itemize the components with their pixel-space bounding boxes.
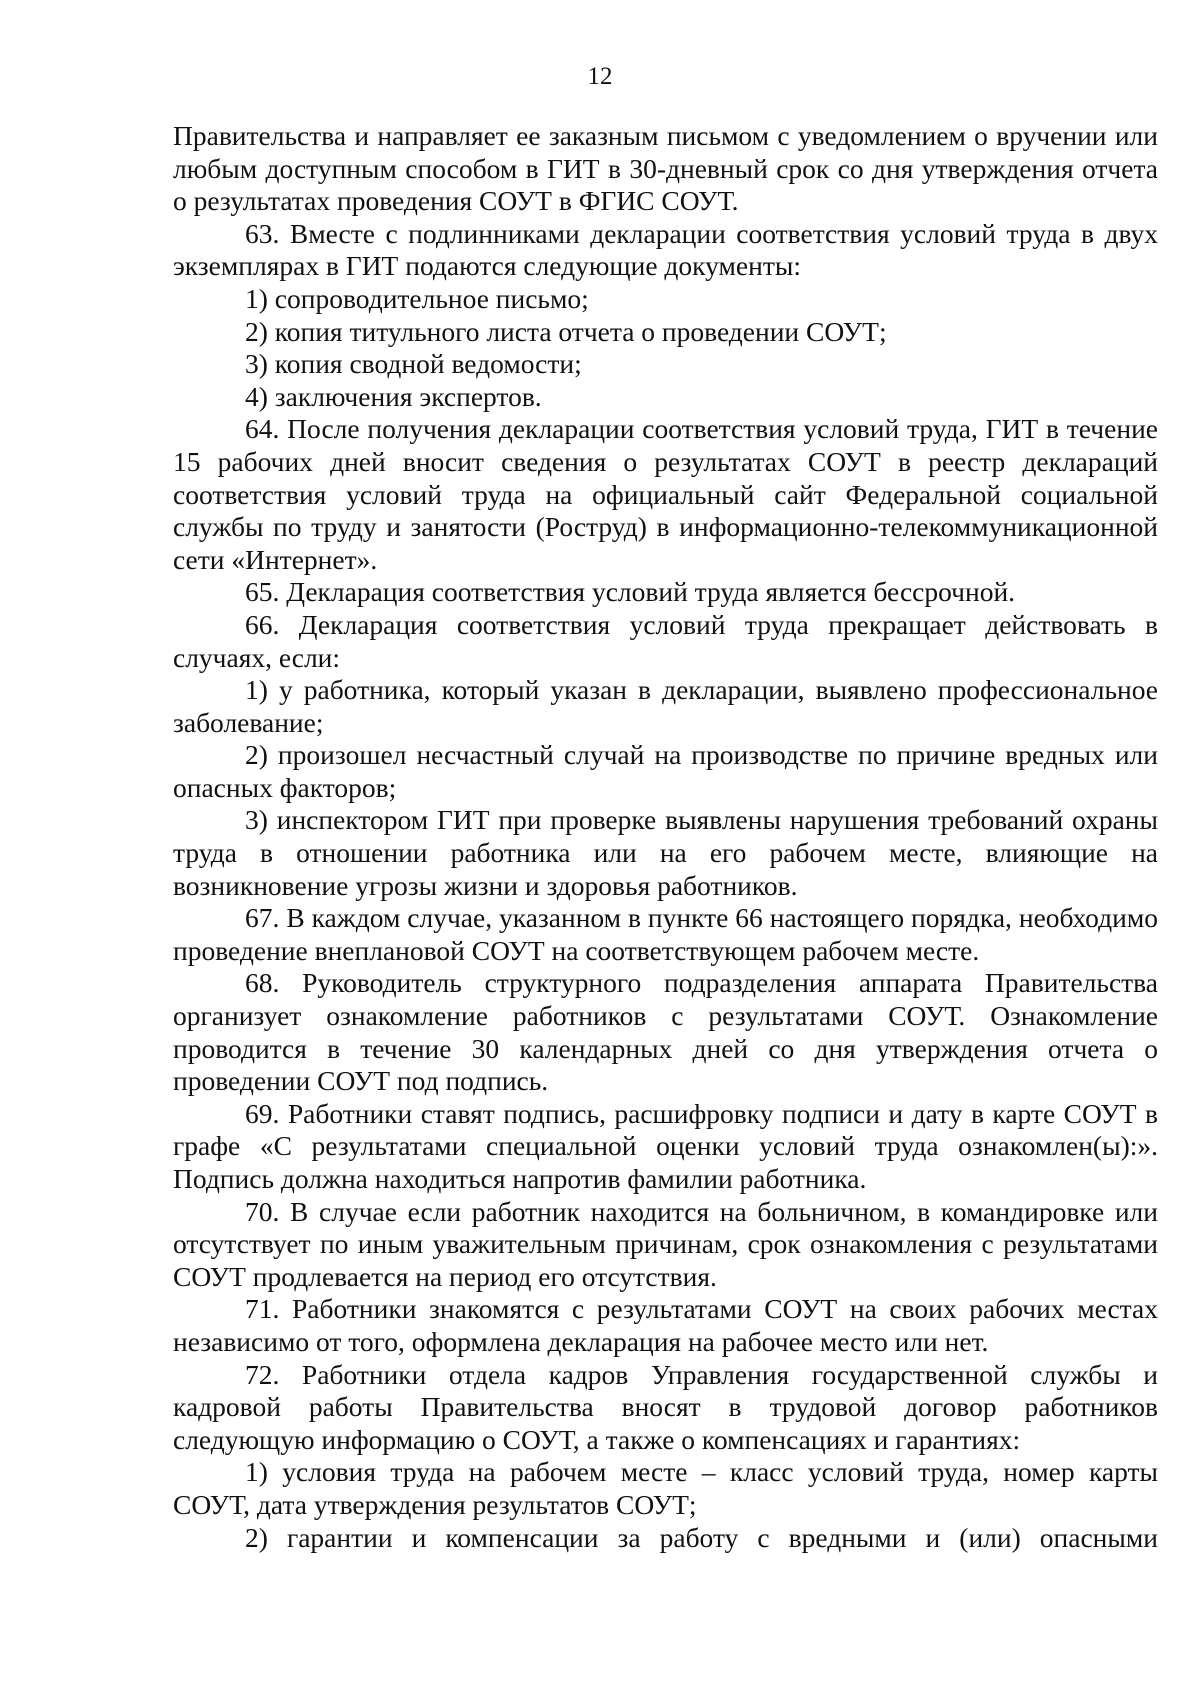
paragraph-68: 68. Руководитель структурного подразделения аппарата Правительства организует ознакомление работников с результатами СОУТ. Ознакомление проводится в течение 30 календарных дней со дня утверждения отчета о проведении СОУТ под подпись. bbox=[173, 967, 1158, 1097]
page-number: 12 bbox=[587, 63, 613, 90]
list-item-72-2: 2) гарантии и компенсации за работу с вредными и (или) опасными bbox=[245, 1521, 1158, 1553]
paragraph-64: 64. После получения декларации соответствия условий труда, ГИТ в течение 15 рабочих дней вносит сведения о результатах СОУТ в реестр деклараций соответствия условий труда на официальный сайт Федеральной социальной службы по труду и занятости (Роструд) в информационно-телекоммуникационной сети «Интернет». bbox=[173, 413, 1158, 575]
list-item-63-4: 4) заключения экспертов. bbox=[245, 380, 542, 412]
paragraph-continuation: Правительства и направляет ее заказным письмом с уведомлением о вручении или любым доступным способом в ГИТ в 30-дневный срок со дня утверждения отчета о результатах проведения СОУТ в ФГИС СОУТ. bbox=[173, 120, 1158, 217]
paragraph-65: 65. Декларация соответствия условий труда является бессрочной. bbox=[245, 576, 1016, 608]
list-item-72-1: 1) условия труда на рабочем месте – класс условий труда, номер карты СОУТ, дата утверждения результатов СОУТ; bbox=[173, 1456, 1158, 1520]
paragraph-72: 72. Работники отдела кадров Управления государственной службы и кадровой работы Правительства вносят в трудовой договор работников следующую информацию о СОУТ, а также о компенсациях и гарантиях: bbox=[173, 1358, 1158, 1455]
paragraph-69: 69. Работники ставят подпись, расшифровку подписи и дату в карте СОУТ в графе «С результатами специальной оценки условий труда ознакомлен(ы):». Подпись должна находиться напротив фамилии работника. bbox=[173, 1097, 1158, 1194]
paragraph-63: 63. Вместе с подлинниками декларации соответствия условий труда в двух экземплярах в ГИТ подаются следующие документы: bbox=[173, 217, 1158, 282]
list-item-66-1: 1) у работника, который указан в декларации, выявлено профессиональное заболевание; bbox=[173, 674, 1158, 738]
paragraph-66: 66. Декларация соответствия условий труда прекращает действовать в случаях, если: bbox=[173, 608, 1158, 673]
list-item-66-3: 3) инспектором ГИТ при проверке выявлены нарушения требований охраны труда в отношении работника или на его рабочем месте, влияющие на возникновение угрозы жизни и здоровья работников. bbox=[173, 804, 1158, 901]
document-body bbox=[173, 120, 1158, 1554]
list-item-63-2: 2) копия титульного листа отчета о проведении СОУТ; bbox=[245, 315, 887, 347]
paragraph-70: 70. В случае если работник находится на больничном, в командировке или отсутствует по иным уважительным причинам, срок ознакомления с результатами СОУТ продлевается на период его отсутствия. bbox=[173, 1195, 1158, 1292]
paragraph-67: 67. В каждом случае, указанном в пункте 66 настоящего порядка, необходимо проведение внеплановой СОУТ на соответствующем рабочем месте. bbox=[173, 902, 1158, 966]
paragraph-71: 71. Работники знакомятся с результатами СОУТ на своих рабочих местах независимо от того, оформлена декларация на рабочее место или нет. bbox=[173, 1293, 1158, 1357]
list-item-66-2: 2) произошел несчастный случай на производстве по причине вредных или опасных факторов; bbox=[173, 739, 1158, 803]
list-item-63-3: 3) копия сводной ведомости; bbox=[245, 348, 582, 380]
list-item-63-1: 1) сопроводительное письмо; bbox=[245, 282, 589, 314]
